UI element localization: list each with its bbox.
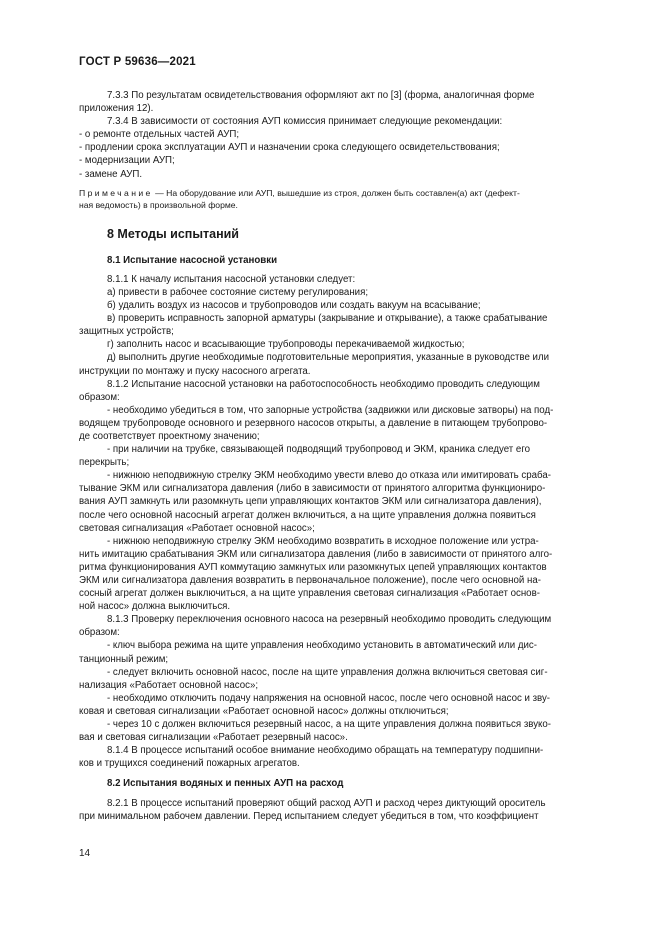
text-line: вая и световая сигнализации «Работает резервный насос». <box>79 732 348 744</box>
text-line: а) привести в рабочее состояние систему регулирования; <box>107 286 369 298</box>
text-line: - необходимо убедиться в том, что запорные устройства (задвижки или дисковые затворы) на под- <box>107 404 554 416</box>
text-line: ЭКМ или сигнализатора давления возвратить в первоначальное положение), после чего основной на- <box>79 575 541 586</box>
note <box>79 187 613 199</box>
page-number: 14 <box>79 848 91 859</box>
text-line: б) удалить воздух из насосов и трубопроводов или создать вакуум на всасывание; <box>107 300 481 312</box>
text-line: в) проверить исправность запорной арматуры (закрывание и открывание), а также срабатывание <box>107 313 548 325</box>
note-text: — На оборудование или АУП, вышедшие из строя, должен быть составлен(а) акт (дефект- <box>152 187 520 198</box>
text-line: световая сигнализация «Работает основной насос»; <box>79 522 315 534</box>
list-item: - продлении срока эксплуатации АУП и назначении срока следующего освидетельствования; <box>79 142 500 154</box>
text-line: - при наличии на трубке, связывающей подводящий трубопровод и ЭКМ, краника следует его <box>107 444 531 456</box>
text-line: - следует включить основной насос, после на щите управления должна включиться световая сиг- <box>107 666 548 678</box>
page-content <box>79 89 613 823</box>
text-line: - необходимо отключить подачу напряжения на основной насос, после чего основной насос и зву- <box>107 692 551 704</box>
text-line: - ключ выбора режима на щите управления необходимо установить в автоматический или дис- <box>107 640 537 652</box>
text-line: защитных устройств; <box>79 326 174 338</box>
para-7-3-3-cont: приложения 12). <box>79 103 154 115</box>
text-line: д) выполнить другие необходимые подготовительные мероприятия, указанные в руководстве или <box>107 352 550 364</box>
text-line: после чего основной насосный агрегат должен включиться, а на щите управления должна появиться <box>79 509 536 521</box>
para-7-3-4: 7.3.4 В зависимости от состояния АУП комиссия принимает следующие рекомендации: <box>107 116 503 128</box>
text-line: 8.1.2 Испытание насосной установки на работоспособность необходимо проводить следующим <box>107 378 540 390</box>
text-line: ковая и световая сигнализации «Работает основной насос» должны отключиться; <box>79 705 449 717</box>
text-line: образом: <box>79 627 120 639</box>
text-line: ритма функционирования АУП коммутацию замкнутых или разомкнутых цепей управляющих контактов <box>79 561 547 573</box>
text-line: инструкции по монтажу и пуску насосного агрегата. <box>79 365 311 377</box>
text-line: вания АУП замкнуть или разомкнуть цепи управляющих контактов ЭКМ или сигнализатора давления), <box>79 496 542 508</box>
list-item: - замене АУП. <box>79 168 143 180</box>
section-8-1-body <box>79 273 613 771</box>
text-line: 8.1.1 К началу испытания насосной установки следует: <box>107 273 356 285</box>
text-line: г) заполнить насос и всасывающие трубопроводы перекачиваемой жидкостью; <box>107 339 465 351</box>
section-8-2-title: 8.2 Испытания водяных и пенных АУП на расход <box>107 778 344 790</box>
text-line: ков и трущихся соединений пожарных агрегатов. <box>79 758 300 770</box>
doc-header: ГОСТ Р 59636—2021 <box>79 56 196 68</box>
text-line: нализация «Работает основной насос»; <box>79 679 259 691</box>
list-item: - о ремонте отдельных частей АУП; <box>79 129 240 141</box>
text-line: сосный агрегат должен выключиться, а на щите управления световая сигнализация «Работает основ- <box>79 588 540 600</box>
text-line: - нижнюю неподвижную стрелку ЭКМ необходимо возвратить в исходное положение или устра- <box>107 535 539 547</box>
list-item: - модернизации АУП; <box>79 155 175 167</box>
text-line: ной насос» должна выключиться. <box>79 601 231 613</box>
text-line: 8.1.3 Проверку переключения основного насоса на резервный необходимо проводить следующим <box>107 614 552 626</box>
text-line: перекрыть; <box>79 457 130 469</box>
text-line: 8.1.4 В процессе испытаний особое внимание необходимо обращать на температуру подшипни- <box>107 745 544 757</box>
section-8-title: 8 Методы испытаний <box>107 226 239 241</box>
text-line: 8.2.1 В процессе испытаний проверяют общий расход АУП и расход через диктующий ороситель <box>107 797 546 809</box>
text-line: де соответствует проектному значению; <box>79 430 260 442</box>
text-line: образом: <box>79 391 120 403</box>
note-cont: ная ведомость) в произвольной форме. <box>79 199 238 210</box>
text-line: нить имитацию срабатывания ЭКМ или сигнализатора давления (либо в зависимости от принятого алго- <box>79 548 553 560</box>
section-8-2-body <box>79 797 613 823</box>
para-7-3-3: 7.3.3 По результатам освидетельствования оформляют акт по [3] (форма, аналогичная форме <box>107 90 535 101</box>
text-line: при минимальном рабочем давлении. Перед испытанием следует убедиться в том, что коэффициент <box>79 810 539 822</box>
text-line: - через 10 с должен включиться резервный насос, а на щите управления должна появиться звуко- <box>107 719 551 731</box>
text-line: тывание ЭКМ или сигнализатора давления (либо в зависимости от принятого алгоритма функционирo- <box>79 483 546 495</box>
text-line: танционный режим; <box>79 653 169 665</box>
note-label: Примечание <box>79 187 153 198</box>
text-line: - нижнюю неподвижную стрелку ЭКМ необходимо увести влево до отказа или имитировать сраба- <box>107 470 551 482</box>
section-8-1-title: 8.1 Испытание насосной установки <box>107 254 278 266</box>
text-line: водящем трубопроводе основного и резервного насосов открыты, а давление в питающем трубопрово- <box>79 417 548 429</box>
